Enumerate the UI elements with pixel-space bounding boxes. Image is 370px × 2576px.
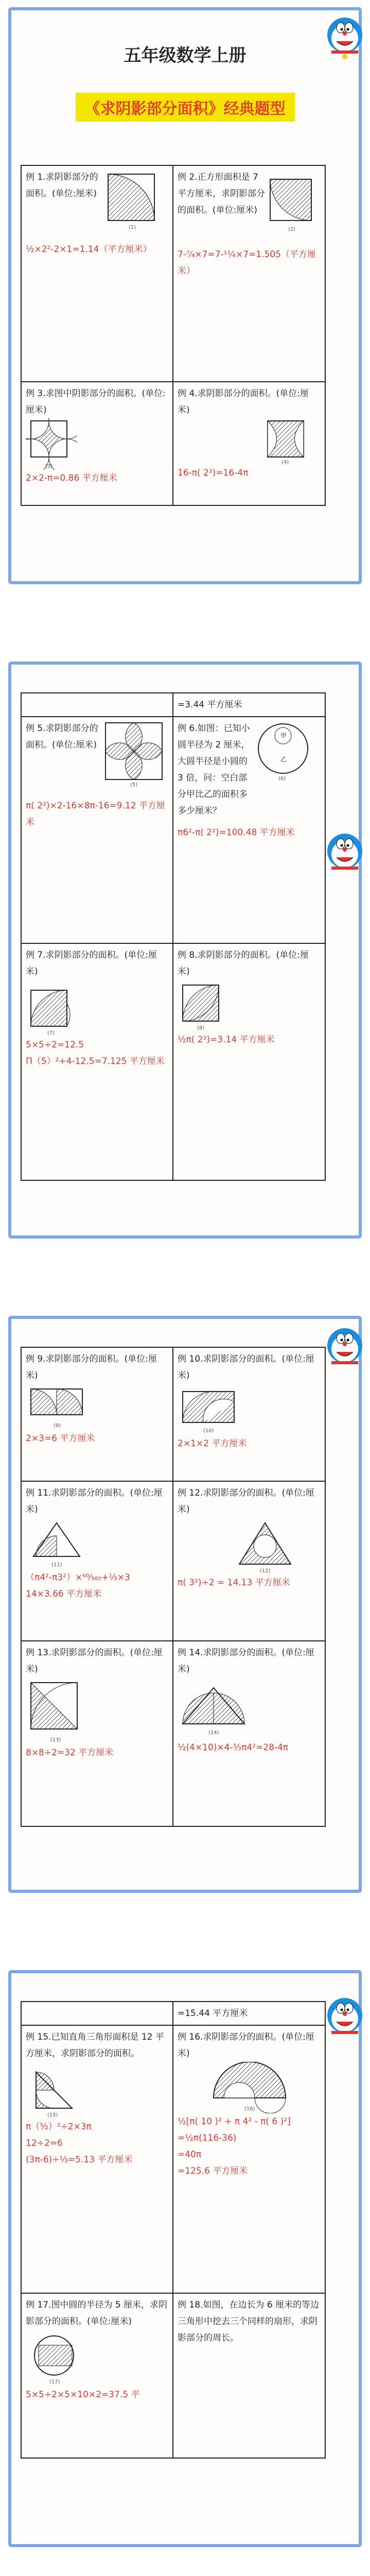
figure-6	[255, 720, 311, 782]
problem-17-text: 例 17.图中圆的半径为 5 厘米，求阴影部分的面积。(单位:厘米)	[26, 2300, 168, 2327]
problem-6-text: 例 6.如图：已知小圆半径为 2 厘米，大圆半径是小圆的 3 倍，问：空白部分甲比乙的面积多多少厘米？	[178, 723, 250, 816]
problem-16-text: 例 16.求阴影部分的面积。(单位:厘米)	[178, 2032, 314, 2059]
figure-15	[26, 2062, 82, 2119]
page-2	[0, 662, 370, 1239]
figure-13-label: (13)	[50, 1737, 61, 1743]
page-title: 五年级数学上册	[124, 45, 246, 66]
figure-3-label: (3)	[45, 464, 53, 469]
problem-11-text: 例 11.求阴影部分的面积。(单位:厘米)	[26, 1488, 163, 1515]
figure-14-label: (14)	[208, 1730, 219, 1736]
figure-3	[26, 418, 77, 470]
problem-12-text: 例 12.求阴影部分的面积。(单位:厘米)	[178, 1488, 314, 1515]
answer-4: 16-π( 2²)=16-4π	[178, 468, 249, 478]
answer-17: 5×5÷2×5×10×2=37.5 平	[26, 2389, 140, 2400]
figure-10	[178, 1384, 244, 1435]
figure-15-label: (15)	[47, 2112, 58, 2118]
problem-5-text: 例 5.求阴影部分的面积。(单位:厘米)	[26, 723, 98, 750]
page-subtitle: 《求阴影部分面积》经典题型	[76, 93, 295, 122]
answer-15-line-1: π（⁵⁄₂）²÷2×3π	[26, 2122, 92, 2132]
answer-2: 7-⁷⁄₄×7=7-¹¹⁄₄×7=1.505（平方厘米）	[178, 249, 316, 276]
problems-table-4	[21, 2001, 326, 2459]
problem-15-text: 例 15.已知直角三角形面积是 12 平方厘米，求阴影部分的面积。	[26, 2032, 164, 2059]
problem-14	[173, 1641, 325, 1826]
problem-6	[173, 717, 325, 943]
figure-17-label: (17)	[49, 2379, 60, 2385]
figure-14	[178, 1677, 250, 1739]
problems-table-2	[21, 692, 326, 1181]
figure-6-label: (6)	[278, 776, 286, 782]
problem-16	[173, 2025, 325, 2293]
problem-1-text: 例 1.求阴影部分的面积。(单位:厘米)	[26, 172, 98, 199]
problem-13-text: 例 13.求阴影部分的面积。(单位:厘米)	[26, 1648, 163, 1674]
figure-16-label: (16)	[244, 2106, 255, 2112]
figure-9-label: (9)	[54, 1423, 61, 1429]
figure-1-label: (1)	[129, 225, 136, 230]
problem-15	[21, 2025, 173, 2293]
figure-5	[100, 720, 167, 787]
figure-11	[26, 1518, 87, 1569]
page-4	[0, 1970, 370, 2547]
problem-2	[173, 165, 325, 382]
problem-13	[21, 1641, 173, 1826]
problem-14-text: 例 14.求阴影部分的面积。(单位:厘米)	[178, 1648, 314, 1674]
answer-11-line-2: 14×3.66 平方厘米	[26, 1589, 102, 1599]
figure-16	[208, 2062, 291, 2113]
answer-14: ½(4×10)×4-⅓π4²=28-4π	[178, 1742, 289, 1753]
problem-7	[21, 943, 173, 1180]
problem-9	[21, 1347, 173, 1481]
answer-9: 2×3=6 平方厘米	[26, 1433, 95, 1444]
problem-10	[173, 1347, 325, 1481]
figure-4-label: (4)	[281, 460, 289, 465]
figure-2-label: (2)	[288, 227, 296, 232]
svg-text:甲: 甲	[280, 732, 287, 739]
answer-16-line-2: =½π(116-36)	[178, 2133, 237, 2143]
answer-1: ½×2²-2×1=1.14（平方厘米）	[26, 244, 152, 255]
figure-8-label: (8)	[197, 1025, 205, 1031]
problem-18-text: 例 18.如图，在边长为 6 厘米的等边三角形中挖去三个同样的扇形，求阴影部分的周长。	[178, 2300, 320, 2343]
figure-7	[26, 980, 98, 1037]
problem-3	[21, 382, 173, 505]
problem-7-text: 例 7.求阴影部分的面积。(单位:厘米)	[26, 950, 157, 977]
answer-4-cont: =3.44 平方厘米	[173, 693, 325, 717]
answer-3: 2×2-π=0.86 平方厘米	[26, 473, 117, 483]
answer-7-line-1: 5×5÷2=12.5	[26, 1040, 84, 1050]
answer-16-line-1: ½[π( 10 )² + π 4² - π( 6 )²]	[178, 2116, 291, 2127]
figure-13	[26, 1677, 87, 1744]
answer-5: π( 2²)×2-16×8π-16=9.12 平方厘米	[26, 801, 165, 827]
figure-8	[178, 980, 229, 1031]
figure-12-label: (12)	[260, 1568, 271, 1574]
figure-4	[265, 418, 311, 465]
page-3	[0, 1316, 370, 1893]
problem-9-text: 例 9.求阴影部分的面积。(单位:厘米)	[26, 1354, 157, 1381]
problem-12	[173, 1481, 325, 1641]
problems-table-1	[21, 165, 326, 506]
figure-1	[103, 169, 165, 231]
answer-15-line-2: 12÷2=6	[26, 2138, 63, 2148]
figure-5-label: (5)	[130, 782, 138, 787]
page-1	[0, 0, 370, 592]
svg-text:乙: 乙	[280, 756, 287, 763]
answer-7-line-2: Π（5）²+4-12.5=7.125 平方厘米	[26, 1056, 165, 1066]
answer-8: ½π( 2²)=3.14 平方厘米	[178, 1035, 275, 1045]
problem-2-text: 例 2.正方形面积是 7 平方厘米，求阴影部分的面积。(单位:厘米)	[178, 172, 265, 215]
problem-4-text: 例 4.求阴影部分的面积。(单位:厘米)	[178, 388, 309, 415]
answer-11-line-1: （π4²-π3²）×⁶⁰⁄₃₆₀+¹⁄₃×3	[26, 1572, 130, 1583]
answer-12: π( 3²)÷2 = 14.13 平方厘米	[178, 1578, 290, 1588]
answer-14-cont: =15.44 平方厘米	[173, 2002, 325, 2025]
answer-10: 2×1×2 平方厘米	[178, 1438, 247, 1449]
answer-6: π6²-π( 2²)=100.48 平方厘米	[178, 827, 295, 838]
answer-13: 8×8÷2=32 平方厘米	[26, 1748, 114, 1758]
figure-17	[26, 2330, 87, 2386]
doraemon-mascot-icon	[324, 1996, 365, 2045]
answer-15-line-3: (3π-6)÷⅓=5.13 平方厘米	[26, 2155, 133, 2165]
answer-16-line-3: =40π	[178, 2149, 202, 2160]
answer-16-line-4: =125.6 平方厘米	[178, 2166, 248, 2176]
problem-17	[21, 2293, 173, 2458]
figure-12	[234, 1518, 296, 1574]
problem-5	[21, 717, 173, 943]
problem-8	[173, 943, 325, 1180]
doraemon-mascot-icon	[324, 832, 365, 880]
figure-9	[26, 1384, 93, 1430]
problems-table-3	[21, 1347, 326, 1827]
figure-11-label: (11)	[51, 1562, 62, 1568]
problem-8-text: 例 8.求阴影部分的面积。(单位:厘米)	[178, 950, 309, 977]
problem-3-text: 例 3.求图中阴影部分的面积。(单位:厘米)	[26, 388, 166, 415]
problem-4	[173, 382, 325, 505]
figure-2	[265, 169, 316, 236]
figure-7-label: (7)	[47, 1030, 55, 1036]
problem-11	[21, 1481, 173, 1641]
problem-10-text: 例 10.求阴影部分的面积。(单位:厘米)	[178, 1354, 314, 1381]
problem-18	[173, 2293, 325, 2458]
problem-1	[21, 165, 173, 382]
figure-10-label: (10)	[203, 1428, 214, 1434]
doraemon-mascot-icon	[324, 1326, 365, 1375]
